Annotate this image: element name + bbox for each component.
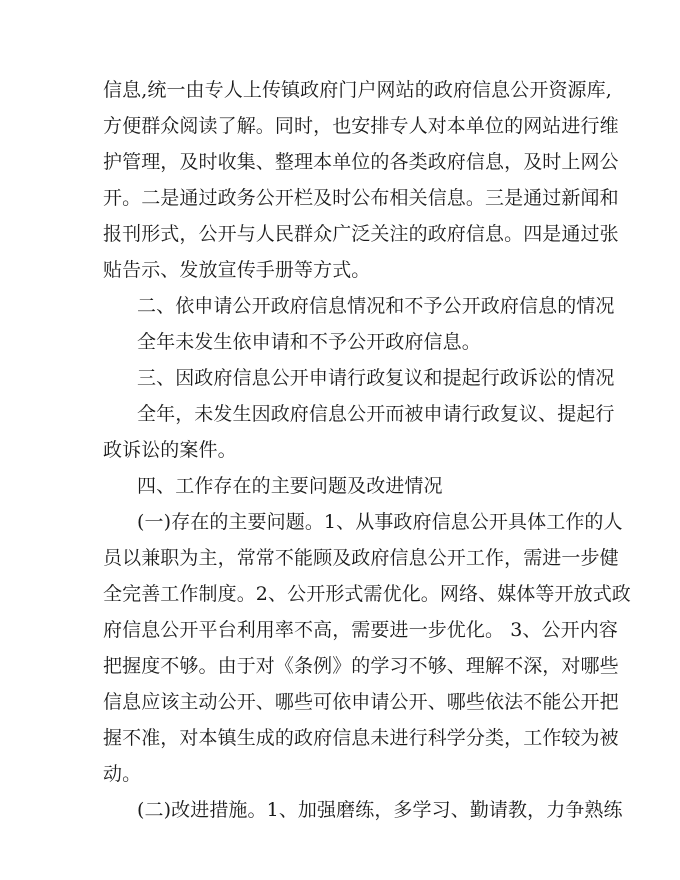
text-line: 报刊形式，公开与人民群众广泛关注的政府信息。四是通过张 — [103, 223, 619, 245]
section-heading: 四、工作存在的主要问题及改进情况 — [137, 475, 443, 497]
text-line: 全年，未发生因政府信息公开而被申请行政复议、提起行 — [137, 403, 615, 425]
text-line: 信息应该主动公开、哪些可依申请公开、哪些依法不能公开把 — [103, 691, 619, 713]
text-line: (二)改进措施。1、加强磨练，多学习、勤请教，力争熟练 — [137, 799, 623, 821]
text-line: 方便群众阅读了解。同时，也安排专人对本单位的网站进行维 — [103, 115, 619, 137]
text-line: 员以兼职为主，常常不能顾及政府信息公开工作，需进一步健 — [103, 547, 619, 569]
text-line: 全年未发生依申请和不予公开政府信息。 — [137, 331, 481, 353]
text-line: 握不准，对本镇生成的政府信息未进行科学分类，工作较为被 — [103, 727, 619, 749]
text-line: 信息,统一由专人上传镇政府门户网站的政府信息公开资源库, — [103, 79, 612, 101]
section-heading: 二、依申请公开政府信息情况和不予公开政府信息的情况 — [137, 295, 615, 317]
text-line: 动。 — [103, 763, 142, 785]
text-line: 府信息公开平台利用率不高，需要进一步优化。 3、公开内容 — [103, 619, 618, 641]
text-line: 贴告示、发放宣传手册等方式。 — [103, 259, 371, 281]
text-line: 护管理，及时收集、整理本单位的各类政府信息，及时上网公 — [103, 151, 619, 173]
text-line: 全完善工作制度。2、公开形式需优化。网络、媒体等开放式政 — [103, 583, 631, 605]
text-line: (一)存在的主要问题。1、从事政府信息公开具体工作的人 — [137, 511, 623, 533]
text-line: 把握度不够。由于对《条例》的学习不够、理解不深，对哪些 — [103, 655, 619, 677]
text-line: 政诉讼的案件。 — [103, 439, 237, 461]
text-line: 开。二是通过政务公开栏及时公布相关信息。三是通过新闻和 — [103, 187, 619, 209]
section-heading: 三、因政府信息公开申请行政复议和提起行政诉讼的情况 — [137, 367, 615, 389]
